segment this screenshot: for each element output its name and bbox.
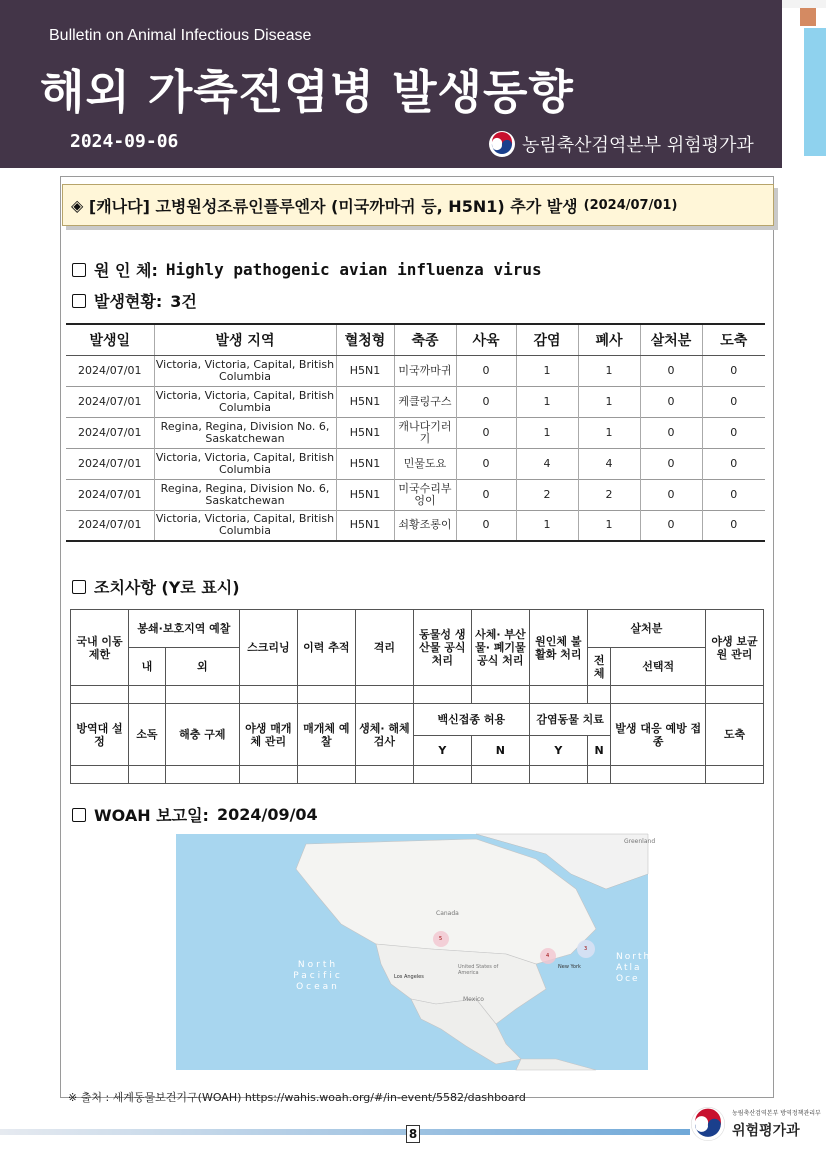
table-cell: 2 — [578, 479, 640, 510]
pathogen-line — [72, 258, 542, 281]
col-header: 축종 — [394, 324, 456, 355]
table-cell: 0 — [702, 479, 765, 510]
table-cell: 1 — [516, 386, 578, 417]
table-row — [66, 479, 765, 510]
table-cell: 0 — [456, 386, 516, 417]
measure-value-cell — [239, 766, 297, 784]
table-cell: 2 — [516, 479, 578, 510]
table-cell: 1 — [516, 417, 578, 448]
measure-value-cell — [706, 686, 764, 704]
table-header-row — [66, 324, 765, 355]
table-cell: 0 — [640, 479, 702, 510]
table-cell: H5N1 — [336, 386, 394, 417]
checkbox-square-icon — [72, 263, 86, 277]
map-marker[interactable]: 3 — [584, 946, 588, 952]
measures-label: 조치사항 (Y로 표시) — [94, 578, 240, 597]
measure-cell: 야생 보균원 관리 — [706, 610, 764, 686]
table-cell: 1 — [578, 417, 640, 448]
bulletin-subtitle: Bulletin on Animal Infectious Disease — [49, 27, 312, 44]
page-number: 8 — [406, 1125, 420, 1143]
measure-cell: N — [471, 736, 529, 766]
table-cell: 0 — [702, 417, 765, 448]
table-cell: 4 — [516, 448, 578, 479]
measure-cell: 방역대 설정 — [71, 704, 129, 766]
measure-cell: 발생 대응 예방 접종 — [611, 704, 706, 766]
col-header: 감염 — [516, 324, 578, 355]
table-cell: 쇠황조롱이 — [394, 510, 456, 541]
table-cell: Regina, Regina, Division No. 6, Saskatchewan — [154, 417, 336, 448]
table-cell: 1 — [578, 510, 640, 541]
table-cell: Regina, Regina, Division No. 6, Saskatchewan — [154, 479, 336, 510]
measures-line — [72, 575, 240, 598]
measure-cell: 도축 — [706, 704, 764, 766]
map-label-mexico: Mexico — [463, 996, 484, 1003]
measure-value-cell — [471, 766, 529, 784]
table-cell: 1 — [516, 510, 578, 541]
report-value: 2024/09/04 — [216, 805, 318, 824]
table-cell: 미국수리부엉이 — [394, 479, 456, 510]
measure-value-cell — [129, 766, 166, 784]
corner-accent-blue — [804, 28, 826, 156]
map-label-canada: Canada — [436, 910, 459, 917]
table-cell: 2024/07/01 — [66, 386, 154, 417]
checkbox-square-icon — [72, 580, 86, 594]
pathogen-label: 원 인 체: — [94, 261, 158, 280]
table-cell: Victoria, Victoria, Capital, British Columbia — [154, 386, 336, 417]
map-label-atlantic: North Atla Oce — [616, 952, 652, 984]
col-header: 혈청형 — [336, 324, 394, 355]
table-cell: 0 — [640, 355, 702, 386]
table-cell: 0 — [702, 386, 765, 417]
measure-cell: 동물성 생산물 공식 처리 — [413, 610, 471, 686]
measure-cell: 매개체 예찰 — [297, 704, 355, 766]
measure-cell: Y — [529, 736, 587, 766]
table-cell: 1 — [578, 386, 640, 417]
measure-value-cell — [611, 686, 706, 704]
footer-divider — [0, 1129, 690, 1135]
measure-value-cell — [529, 686, 587, 704]
measure-cell: 국내 이동 제한 — [71, 610, 129, 686]
table-cell: 0 — [456, 479, 516, 510]
measure-cell: 감염동물 치료 — [529, 704, 611, 736]
table-cell: 1 — [516, 355, 578, 386]
bulletin-date: 2024-09-06 — [70, 131, 179, 152]
measure-cell: 봉쇄·보호지역 예찰 — [129, 610, 240, 648]
table-cell: 4 — [578, 448, 640, 479]
map-label-ny: New York — [558, 964, 581, 970]
table-cell: 0 — [456, 355, 516, 386]
measure-value-cell — [355, 766, 413, 784]
org-name: 농림축산검역본부 위험평가과 — [522, 135, 754, 156]
table-cell: 미국까마귀 — [394, 355, 456, 386]
table-cell: 2024/07/01 — [66, 510, 154, 541]
map-marker[interactable]: 4 — [546, 953, 550, 959]
table-cell: H5N1 — [336, 355, 394, 386]
table-cell: 0 — [702, 448, 765, 479]
col-header: 살처분 — [640, 324, 702, 355]
col-header: 발생일 — [66, 324, 154, 355]
measure-cell: 소독 — [129, 704, 166, 766]
table-cell: H5N1 — [336, 479, 394, 510]
table-cell: 0 — [456, 510, 516, 541]
table-cell: 0 — [640, 386, 702, 417]
col-header: 폐사 — [578, 324, 640, 355]
measure-cell: 원인체 불활화 처리 — [529, 610, 587, 686]
measure-cell: N — [587, 736, 611, 766]
measure-cell: 야생 매개체 관리 — [239, 704, 297, 766]
measure-cell: 격리 — [355, 610, 413, 686]
report-line — [72, 803, 318, 826]
measure-value-cell — [355, 686, 413, 704]
map-label-pacific: North Pacific Ocean — [293, 960, 343, 992]
footer-org-small: 농림축산검역본부 방역정책관리부 — [732, 1110, 821, 1117]
measure-cell: 선택적 — [611, 648, 706, 686]
measure-value-cell — [611, 766, 706, 784]
map-label-greenland: Greenland — [624, 838, 656, 845]
table-cell: 2024/07/01 — [66, 355, 154, 386]
measure-cell: 백신접종 허용 — [413, 704, 529, 736]
table-row — [66, 510, 765, 541]
map-label-la: Los Angeles — [394, 974, 424, 980]
table-cell: Victoria, Victoria, Capital, British Columbia — [154, 448, 336, 479]
measure-value-cell — [413, 686, 471, 704]
table-cell: 0 — [702, 510, 765, 541]
diamond-icon: ◈ — [71, 195, 84, 215]
measure-value-cell — [129, 686, 166, 704]
table-cell: 0 — [640, 417, 702, 448]
measure-value-cell — [587, 766, 611, 784]
bulletin-title: 해외 가축전염병 발생동향 — [40, 65, 574, 119]
measure-cell: 생체· 해체 검사 — [355, 704, 413, 766]
table-cell: 0 — [702, 355, 765, 386]
checkbox-square-icon — [72, 294, 86, 308]
table-cell: 0 — [640, 510, 702, 541]
section-date: (2024/07/01) — [583, 197, 678, 213]
measure-value-cell — [71, 686, 129, 704]
measure-cell: 해충 구제 — [165, 704, 239, 766]
col-header: 도축 — [702, 324, 765, 355]
table-cell: 캐나다기러기 — [394, 417, 456, 448]
footer-org-big: 위험평가과 — [732, 1123, 800, 1139]
measure-value-cell — [71, 766, 129, 784]
measure-value-cell — [587, 686, 611, 704]
report-label: WOAH 보고일: — [94, 806, 209, 825]
measure-value-cell — [297, 686, 355, 704]
corner-accent — [782, 0, 826, 8]
section-title: [캐나다] 고병원성조류인플루엔자 (미국까마귀 등, H5N1) 추가 발생 — [88, 196, 578, 216]
measure-cell: 내 — [129, 648, 166, 686]
col-header: 발생 지역 — [154, 324, 336, 355]
table-cell: Victoria, Victoria, Capital, British Columbia — [154, 510, 336, 541]
measure-value-cell — [165, 686, 239, 704]
measure-value-cell — [239, 686, 297, 704]
status-label: 발생현황: — [94, 292, 163, 311]
map-marker[interactable]: 5 — [439, 936, 443, 942]
table-cell: H5N1 — [336, 417, 394, 448]
table-row — [66, 355, 765, 386]
outbreak-table — [66, 323, 765, 542]
table-cell: 0 — [640, 448, 702, 479]
pathogen-value: Highly pathogenic avian influenza virus — [165, 260, 542, 279]
table-row — [66, 448, 765, 479]
taegeuk-logo-icon — [488, 130, 516, 158]
section-heading — [62, 184, 774, 226]
measure-cell: 외 — [165, 648, 239, 686]
measure-value-cell — [413, 766, 471, 784]
corner-accent-orange — [800, 8, 816, 26]
table-cell: 0 — [456, 448, 516, 479]
table-cell: H5N1 — [336, 510, 394, 541]
measure-cell: 스크리닝 — [239, 610, 297, 686]
measure-cell: 전체 — [587, 648, 611, 686]
measure-value-cell — [165, 766, 239, 784]
measure-value-cell — [297, 766, 355, 784]
header-banner — [0, 0, 782, 168]
table-cell: 2024/07/01 — [66, 479, 154, 510]
map-label-us: United States of America — [458, 964, 499, 976]
measure-value-cell — [471, 686, 529, 704]
table-cell: Victoria, Victoria, Capital, British Columbia — [154, 355, 336, 386]
measure-value-cell — [706, 766, 764, 784]
checkbox-square-icon — [72, 808, 86, 822]
measure-value-cell — [529, 766, 587, 784]
table-cell: 민물도요 — [394, 448, 456, 479]
measure-cell: Y — [413, 736, 471, 766]
status-line — [72, 289, 197, 312]
source-note: ※ 출처 : 세계동물보건기구(WOAH) https://wahis.woah.org/#/in-event/5582/dashboard — [68, 1091, 526, 1104]
taegeuk-logo-icon — [690, 1106, 726, 1142]
org-label — [488, 130, 754, 158]
table-cell: 0 — [456, 417, 516, 448]
status-value: 3건 — [170, 292, 197, 311]
table-cell: 2024/07/01 — [66, 448, 154, 479]
measures-table — [70, 609, 764, 784]
table-cell: H5N1 — [336, 448, 394, 479]
table-cell: 1 — [578, 355, 640, 386]
col-header: 사육 — [456, 324, 516, 355]
measure-cell: 사체· 부산물· 폐기물 공식 처리 — [471, 610, 529, 686]
measure-cell: 이력 추적 — [297, 610, 355, 686]
table-row — [66, 417, 765, 448]
footer-logo — [690, 1106, 821, 1142]
measure-cell: 살처분 — [587, 610, 705, 648]
table-cell: 케클링구스 — [394, 386, 456, 417]
table-cell: 2024/07/01 — [66, 417, 154, 448]
table-row — [66, 386, 765, 417]
outbreak-map[interactable] — [176, 834, 656, 1070]
